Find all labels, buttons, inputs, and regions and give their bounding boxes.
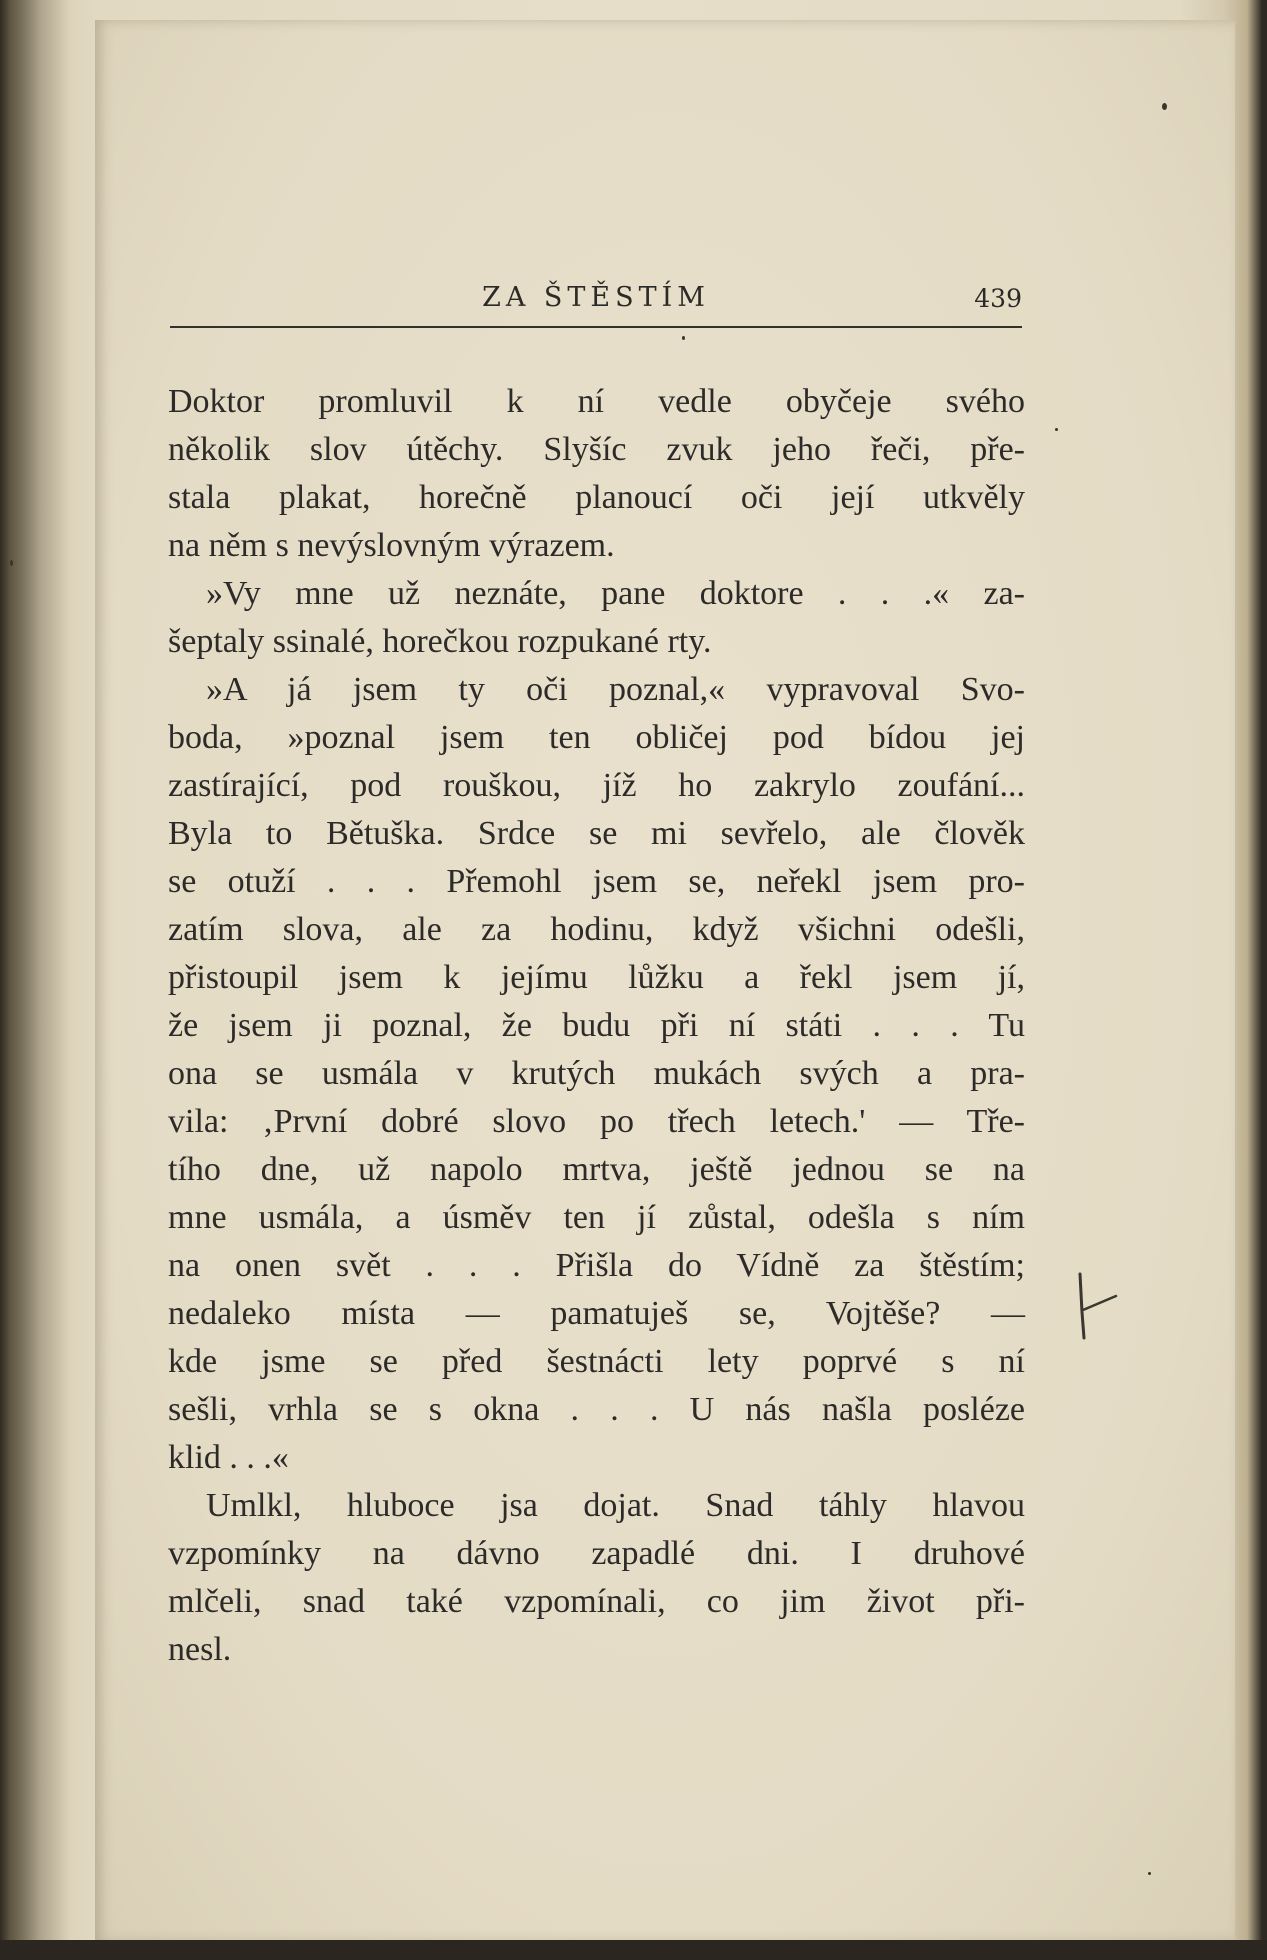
text-line: vzpomínky na dávno zapadlé dni. I druhové bbox=[168, 1535, 1025, 1572]
page-number: 439 bbox=[974, 284, 1022, 313]
text-line: Umlkl, hluboce jsa dojat. Snad táhly hlavou bbox=[206, 1487, 1025, 1524]
paper-speck bbox=[1055, 428, 1058, 431]
text-line: zatím slova, ale za hodinu, když všichni odešli, bbox=[168, 911, 1025, 948]
header-rule bbox=[170, 326, 1022, 328]
text-line: kde jsme se před šestnácti lety poprvé s ní bbox=[168, 1343, 1025, 1380]
text-line: na něm s nevýslovným výrazem. bbox=[168, 527, 615, 564]
text-line: přistoupil jsem k jejímu lůžku a řekl jsem jí, bbox=[168, 959, 1025, 996]
text-line: »A já jsem ty oči poznal,« vypravoval Svo- bbox=[206, 671, 1025, 708]
text-line: boda, »poznal jsem ten obličej pod bídou jej bbox=[168, 719, 1025, 756]
text-line: tího dne, už napolo mrtva, ještě jednou se na bbox=[168, 1151, 1025, 1188]
running-title: ZA ŠTĚSTÍM bbox=[482, 282, 710, 313]
spine-shadow bbox=[0, 0, 70, 1960]
paper-speck bbox=[682, 336, 685, 340]
pencil-margin-mark bbox=[1072, 1272, 1122, 1342]
text-line: se otuží . . . Přemohl jsem se, neřekl jsem pro- bbox=[168, 863, 1025, 900]
text-line: stala plakat, horečně planoucí oči její utkvěly bbox=[168, 479, 1025, 516]
text-line: na onen svět . . . Přišla do Vídně za štěstím; bbox=[168, 1247, 1025, 1284]
text-line: mne usmála, a úsměv ten jí zůstal, odešla s ním bbox=[168, 1199, 1025, 1236]
text-line: Doktor promluvil k ní vedle obyčeje svého bbox=[168, 383, 1025, 420]
scan-bottom-edge bbox=[0, 1940, 1267, 1960]
text-line: ona se usmála v krutých mukách svých a pra- bbox=[168, 1055, 1025, 1092]
text-line: vila: ‚První dobré slovo po třech letech.' — Tře- bbox=[168, 1103, 1025, 1140]
text-line: »Vy mne už neznáte, pane doktore . . .« za- bbox=[206, 575, 1025, 612]
text-line: šeptaly ssinalé, horečkou rozpukané rty. bbox=[168, 623, 712, 660]
paper-speck bbox=[1148, 1872, 1151, 1875]
body-text bbox=[168, 378, 1025, 1708]
text-line: sešli, vrhla se s okna . . . U nás našla posléze bbox=[168, 1391, 1025, 1428]
page-header bbox=[170, 276, 1022, 324]
text-line: že jsem ji poznal, že budu při ní státi . . . Tu bbox=[168, 1007, 1025, 1044]
text-line: Byla to Bětuška. Srdce se mi sevřelo, ale člověk bbox=[168, 815, 1025, 852]
paper-speck bbox=[1162, 103, 1167, 110]
text-line: klid . . .« bbox=[168, 1439, 289, 1476]
text-line: několik slov útěchy. Slyšíc zvuk jeho řeči, pře- bbox=[168, 431, 1025, 468]
text-line: zastírající, pod rouškou, jíž ho zakrylo zoufání... bbox=[168, 767, 1025, 804]
paper-speck bbox=[10, 560, 13, 566]
text-line: mlčeli, snad také vzpomínali, co jim život při- bbox=[168, 1583, 1025, 1620]
text-line: nedaleko místa — pamatuješ se, Vojtěše? — bbox=[168, 1295, 1025, 1332]
text-line: nesl. bbox=[168, 1631, 232, 1668]
